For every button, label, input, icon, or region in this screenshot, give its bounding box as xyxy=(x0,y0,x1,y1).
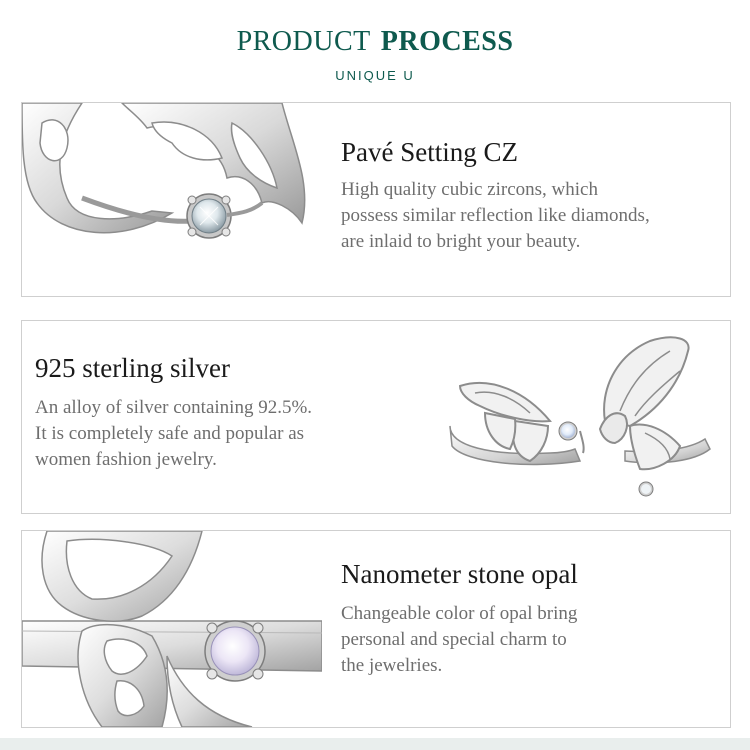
description-line: women fashion jewelry. xyxy=(35,449,217,470)
feature-heading: Nanometer stone opal xyxy=(341,559,578,589)
description-line: Changeable color of opal bring xyxy=(341,603,578,624)
feature-card-opal xyxy=(21,530,731,728)
description-line: High quality cubic zircons, which xyxy=(341,179,598,200)
description-line: possess similar reflection like diamonds, xyxy=(341,205,650,226)
page-title xyxy=(0,26,750,58)
feature-heading: Pavé Setting CZ xyxy=(341,137,518,167)
description-line: the jewelries. xyxy=(341,655,443,676)
description-line: An alloy of silver containing 92.5%. xyxy=(35,397,313,418)
bottom-strip xyxy=(0,738,750,750)
page-header xyxy=(0,0,750,100)
brand-subtitle: UNIQUE U xyxy=(335,68,415,83)
description-line: personal and special charm to xyxy=(341,629,567,650)
title-bold: PROCESS xyxy=(380,26,514,57)
opal-stone-ring-image xyxy=(22,531,322,727)
feature-card-sterling-silver xyxy=(21,320,731,514)
cz-stone-ring-image xyxy=(22,103,322,296)
feature-heading: 925 sterling silver xyxy=(35,353,230,383)
feature-description xyxy=(341,177,726,255)
title-light: PRODUCT xyxy=(236,26,371,57)
butterfly-ring-image xyxy=(430,321,730,513)
feature-description xyxy=(341,601,641,679)
description-line: are inlaid to bright your beauty. xyxy=(341,231,581,252)
feature-description xyxy=(35,395,365,473)
description-line: It is completely safe and popular as xyxy=(35,423,305,444)
feature-card-pave-setting xyxy=(21,102,731,297)
